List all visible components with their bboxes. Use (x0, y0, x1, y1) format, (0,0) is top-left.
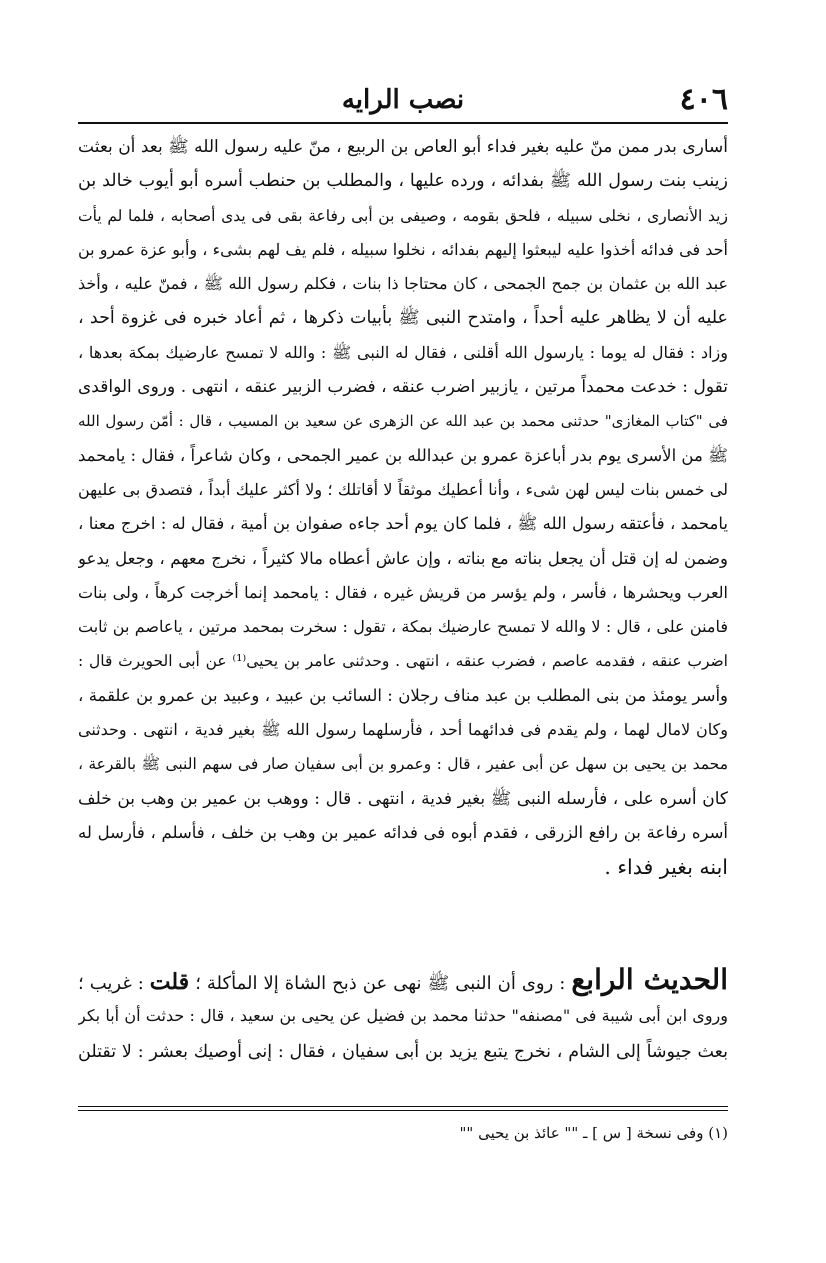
hadith-section (78, 962, 728, 1070)
hadith-heading: الحديث الرابع (571, 963, 728, 996)
text-line: وكان لامال لهما ، ولم يقدم فى فدائهما أحد ، فأرسلهما رسول الله ﷺ بغير فدية ، انتهى . وحدثنى (78, 720, 728, 740)
text-line: العرب ويحشرها ، فأسر ، ولم يؤسر من قريش غيره ، فقال : يامحمد إنما أخرجت كرهاً ، ولى بنات (78, 582, 728, 602)
text-line: وروى ابن أبى شيبة فى "مصنفه" حدثنا محمد بن فضيل عن يحيى بن سعيد ، قال : حدثت أن أبا بكر (78, 1006, 728, 1025)
text-line: عليه أن لا يظاهر عليه أحداً ، وامتدح النبى ﷺ بأبيات ذكرها ، ثم أعاد خبره فى غزوة أحد ، (78, 308, 728, 329)
hadith-ruling: : غريب ؛ (78, 973, 150, 994)
text-line: فى "كتاب المغازى" حدثنى محمد بن عبد الله عن الزهرى عن سعيد بن المسيب ، قال : أمّن رسول الله (78, 412, 728, 431)
text-line: عبد الله بن عثمان بن جمح الجمحى ، كان محتاجا ذا بنات ، فكلم رسول الله ﷺ ، فمنّ عليه ، وأخذ (78, 274, 728, 294)
text-line: ﷺ من الأسرى يوم بدر أباعزة عمرو بن عبدالله بن عمير الجمحى ، وكان شاعراً ، فقال : يامحمد (78, 445, 728, 465)
main-text-block (78, 130, 728, 885)
running-title: نصب الرايه (341, 85, 465, 115)
page-number: ٤٠٦ (679, 82, 728, 117)
text-line-last: ابنه بغير فداء . (604, 855, 728, 880)
text-line: أسره رفاعة بن رافع الزرقى ، فقدم أبوه فى فدائه عمير بن وهب بن خلف ، فأسلم ، فأرسل له (78, 822, 728, 842)
footnote-rule-double (78, 1110, 728, 1111)
text-line: يامحمد ، فأعتقه رسول الله ﷺ ، فلما كان يوم أحد جاءه صفوان بن أمية ، فقال له : اخرج معنا ، (78, 514, 728, 534)
text-line: فامنن على ، قال : لا والله لا تمسح عارضيك بمكة ، تقول : سخرت بمحمد مرتين ، ياعاصم بن ثابت (78, 617, 728, 637)
text-line: أحد فى فدائه أخذوا عليه ليبعثوا إليهم بفدائه ، نخلوا سبيله ، فلم يف لهم بشىء ، وأبو عزة عمرو بن (78, 239, 728, 259)
header-rule (78, 122, 728, 124)
text-line: محمد بن يحيى بن سهل عن أبى عفير ، قال : وعمرو بن أبى سفيان صار فى سهم النبى ﷺ بالقرعة ، (78, 755, 728, 774)
text-line: زيد الأنصارى ، نخلى سبيله ، فلحق بقومه ، وصيفى بن أبى رفاعة بقى فى يدى أصحابه ، فلما لم يأت (78, 206, 728, 225)
text-line: أسارى بدر ممن منّ عليه بغير فداء أبو العاص بن الربيع ، منّ عليه رسول الله ﷺ بعد أن بعثت (78, 137, 728, 157)
text-line: اضرب عنقه ، فقدمه عاصم ، فضرب عنقه ، انتهى . وحدثنى عامر بن يحيى⁽¹⁾ عن أبى الحويرث قال : (78, 652, 728, 671)
text-line: وزاد : فقال له يوما : يارسول الله أقلنى ، فقال له النبى ﷺ : والله لا تمسح عارضيك بمكة بعدها ، (78, 342, 728, 362)
text-line: وضمن له إن قتل أن يجعل بناته مع بناته ، وإن عاش أعطاه مالا كثيراً ، نخرج معهم ، وجعل يدعو (78, 548, 728, 568)
text-line: وأسر يومئذ من بنى المطلب بن عبد مناف رجلان : السائب بن عبيد ، وعبيد بن عمرو بن علقمة ، (78, 685, 728, 705)
hadith-first-line (78, 962, 728, 998)
footnote-rule (78, 1106, 728, 1107)
text-line: تقول : خدعت محمداً مرتين ، يازبير اضرب عنقه ، فضرب الزبير عنقه ، انتهى . وروى الواقدى (78, 377, 728, 398)
text-line: كان أسره على ، فأرسله النبى ﷺ بغير فدية ، انتهى . قال : ووهب بن عمير بن وهب بن خلف (78, 788, 728, 809)
page-header (78, 78, 728, 122)
hadith-text: : روى أن النبى ﷺ نهى عن ذبح الشاة إلا المأكلة ؛ (189, 973, 572, 994)
text-line: بعث جيوشاً إلى الشام ، نخرج يتبع يزيد بن أبى سفيان ، فقال : إنى أوصيك بعشر : لا تقتلن (78, 1042, 728, 1062)
footnote: (١) وفى نسخة [ س ] ـ "" عائذ بن يحيى "" (459, 1124, 728, 1142)
text-line: زينب بنت رسول الله ﷺ بفدائه ، ورده عليها ، والمطلب بن حنطب أسره أبو أيوب خالد بن (78, 171, 728, 192)
qultu-label: قلت (149, 969, 190, 995)
text-line: لى خمس بنات ليس لهن شىء ، وأنا أعطيك موثقاً لا أقاتلك ؛ ولا أكثر عليك أبداً ، فتصدق بى عليهن (78, 479, 728, 499)
